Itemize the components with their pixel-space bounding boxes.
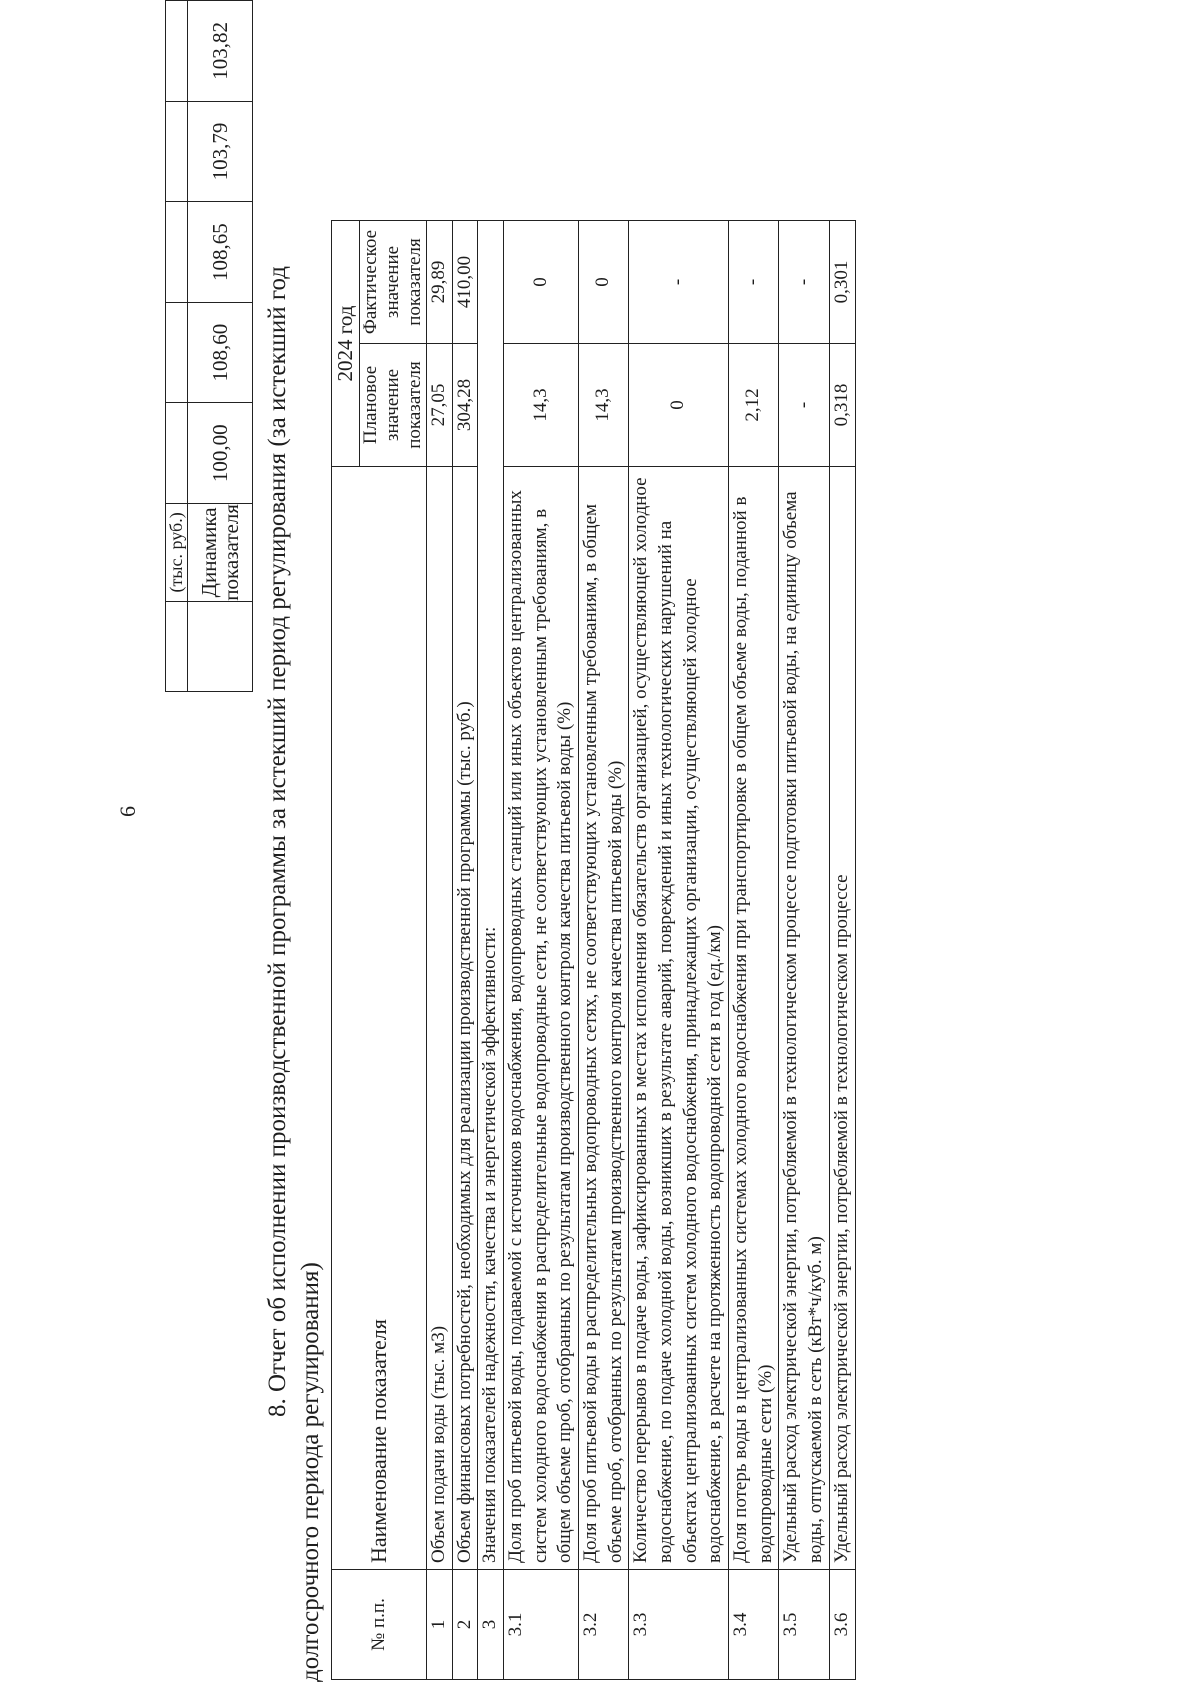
table-row [779, 221, 829, 1680]
row-actual: 0 [578, 221, 628, 344]
dynamics-label: Динамика показателя [188, 504, 253, 602]
row-name: Доля потерь воды в централизованных системах холодного водоснабжения при транспортировке в общем объеме воды, поданной в водопроводные сети (%) [729, 467, 779, 1570]
row-planned: 14,3 [578, 344, 628, 467]
table-row [729, 221, 779, 1680]
header-name: Наименование показателя [332, 467, 427, 1570]
row-actual: 29,89 [426, 221, 452, 344]
section-title [262, 102, 327, 1682]
row-num: 1 [426, 1570, 452, 1680]
table-row [452, 221, 478, 1680]
row-actual: 410,00 [452, 221, 478, 344]
header-num: № п.п. [332, 1570, 427, 1680]
row-name: Количество перерывов в подаче воды, зафиксированных в местах исполнения обязательств организацией, осуществляющей холодное водоснабжение, по подаче холодной воды, возникших в результате аварий, повреждений и иных технологических нарушений на объектах централизованных систем холодного водоснабжения, принадлежащих организации, осуществляющей холодное водоснабжение, в расчете на протяженность водопроводной сети в год (ед./км) [629, 467, 729, 1570]
unit-label: (тыс. руб.) [166, 504, 188, 602]
row-planned: 14,3 [503, 344, 578, 467]
row-actual: - [779, 221, 829, 344]
table-row [503, 221, 578, 1680]
row-planned: 0,318 [829, 344, 855, 467]
row-num: 3.6 [829, 1570, 855, 1680]
production-program-table [331, 220, 856, 1680]
section-title-line-1: 8. Отчет об исполнении производственной программы за истекший период регулирования (за истекший год [264, 266, 291, 1417]
row-actual: 0,301 [829, 221, 855, 344]
row-name: Доля проб питьевой воды в распределительных водопроводных сетях, не соответствующих установленным требованиям, в общем объеме проб, отобранных по результатам производственного контроля качества питьевой воды (%) [578, 467, 628, 1570]
row-num: 2 [452, 1570, 478, 1680]
table-row [166, 1, 188, 692]
row-name: Удельный расход электрической энергии, потребляемой в технологическом процессе подготовки питьевой воды, на единицу объема воды, отпускаемой в сеть (кВт*ч/куб. м) [779, 467, 829, 1570]
row-name: Доля проб питьевой воды, подаваемой с источников водоснабжения, водопроводных станций или иных объектов централизованных систем холодного водоснабжения в распределительные водопроводные сети, не соответствующих установленным требованиям, в общем объеме проб, отобранных по результатам производственного контроля качества питьевой воды (%) [503, 467, 578, 1570]
dynamics-value: 103,82 [188, 1, 253, 102]
row-planned: 304,28 [452, 344, 478, 467]
table-row [426, 221, 452, 1680]
row-planned: 27,05 [426, 344, 452, 467]
table-row [188, 1, 253, 692]
row-num: 3.5 [779, 1570, 829, 1680]
row-num: 3.3 [629, 1570, 729, 1680]
row-num: 3.1 [503, 1570, 578, 1680]
table-row [829, 221, 855, 1680]
header-year: 2024 год [332, 221, 360, 467]
row-planned: - [779, 344, 829, 467]
row-planned: 0 [629, 344, 729, 467]
dynamics-table [165, 0, 253, 692]
row-num: 3.4 [729, 1570, 779, 1680]
dynamics-value: 103,79 [188, 101, 253, 202]
row-actual: 0 [503, 221, 578, 344]
row-planned: 2,12 [729, 344, 779, 467]
table-row [629, 221, 729, 1680]
row-name: Значения показателей надежности, качества и энергетической эффективности: [478, 221, 504, 1570]
table-header-row [332, 221, 360, 1680]
row-num: 3 [478, 1570, 504, 1680]
dynamics-value: 108,60 [188, 302, 253, 403]
row-name: Объем подачи воды (тыс. м3) [426, 467, 452, 1570]
table-row [578, 221, 628, 1680]
header-planned: Плановое значение показателя [360, 344, 427, 467]
row-actual: - [729, 221, 779, 344]
header-actual: Фактическое значение показателя [360, 221, 427, 344]
table-row [478, 221, 504, 1680]
row-num: 3.2 [578, 1570, 628, 1680]
section-title-line-2: долгосрочного периода регулирования) [296, 1262, 324, 1682]
dynamics-value: 100,00 [188, 403, 253, 504]
row-actual: - [629, 221, 729, 344]
page-number: 6 [115, 806, 140, 817]
row-name: Удельный расход электрической энергии, потребляемой в технологическом процессе [829, 467, 855, 1570]
dynamics-value: 108,65 [188, 202, 253, 303]
row-name: Объем финансовых потребностей, необходимых для реализации производственной программы (тыс. руб.) [452, 467, 478, 1570]
